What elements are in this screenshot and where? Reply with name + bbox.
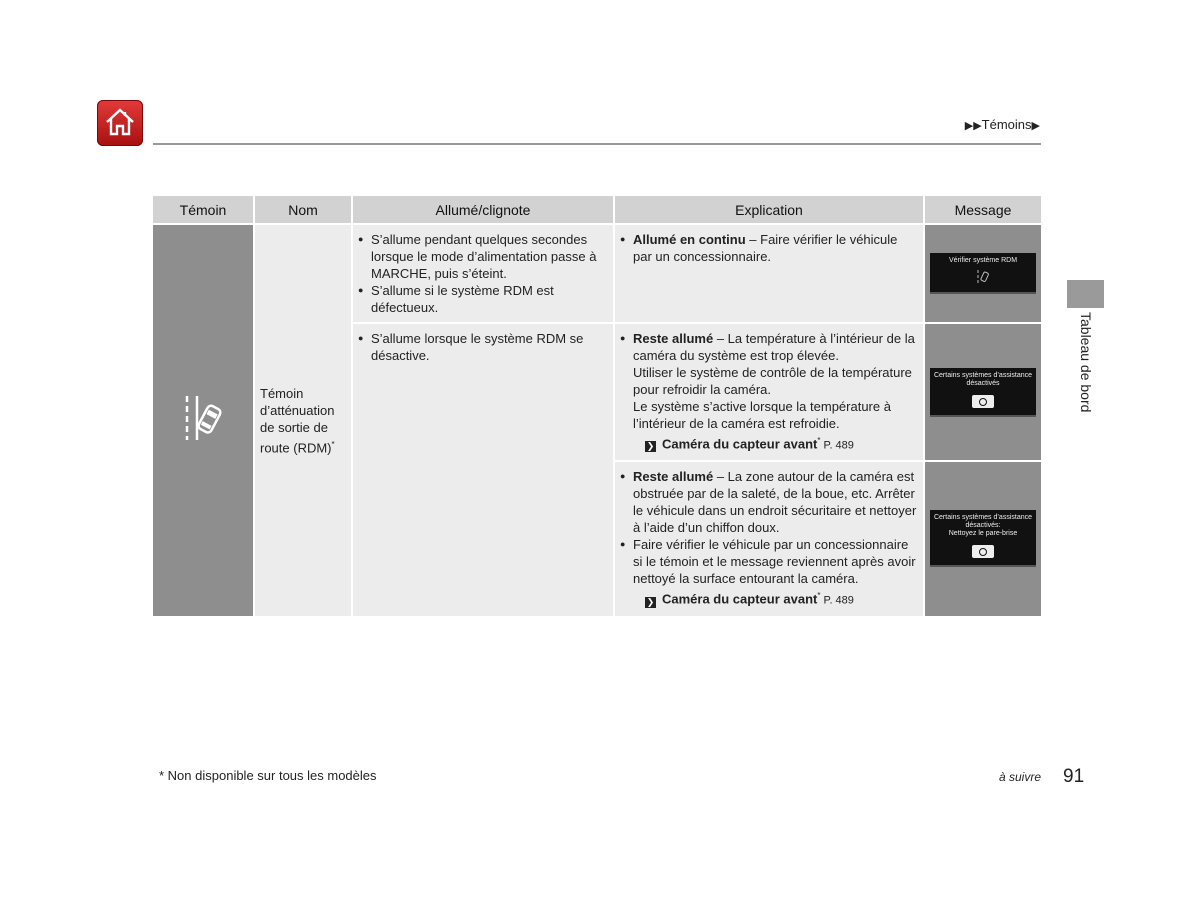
indicator-table: [151, 194, 1043, 618]
section-tab[interactable]: [1067, 280, 1104, 308]
footnote: * Non disponible sur tous les modèles: [159, 768, 377, 783]
home-button[interactable]: [97, 100, 143, 146]
dashboard-message-screen: Vérifier système RDM: [930, 253, 1036, 294]
list-item: ● S’allume lorsque le système RDM se désactive.: [371, 330, 607, 364]
message-cell: [925, 462, 1041, 615]
col-header-temoin: Témoin: [153, 196, 253, 223]
col-header-explication: Explication: [615, 196, 923, 223]
dashboard-message-screen: Certains systèmes d’assistance désactivés: [930, 368, 1036, 417]
explication-cell: [615, 462, 923, 615]
allume-cell: [353, 324, 613, 616]
list-item: ● S’allume si le système RDM est défectueux.: [371, 282, 607, 316]
breadcrumb[interactable]: ▶▶Témoins▶: [964, 117, 1040, 132]
camera-icon: [972, 545, 994, 558]
road-departure-mitigation-icon: [183, 394, 223, 442]
page-reference-link[interactable]: ❯ Caméra du capteur avant* P. 489: [646, 436, 854, 452]
camera-icon: [972, 395, 994, 408]
page-reference-link[interactable]: ❯ Caméra du capteur avant* P. 489: [646, 591, 854, 607]
col-header-message: Message: [925, 196, 1041, 223]
list-item: ● Reste allumé – La zone autour de la caméra est obstruée par de la saleté, de la boue, etc. Arrêter le véhicule dans un endroit sécuritaire et nettoyer à l’aide d’un chiffon doux.: [633, 468, 917, 536]
allume-cell: [353, 225, 613, 322]
list-item: ● Allumé en continu – Faire vérifier le véhicule par un concessionnaire.: [633, 231, 917, 265]
table-row: [153, 225, 1041, 322]
section-tab-label: Tableau de bord: [1078, 312, 1094, 413]
indicator-icon-cell: [153, 225, 253, 616]
explication-cell: [615, 225, 923, 322]
house-icon: [104, 106, 136, 138]
indicator-name-cell: Témoin d’atténuation de sortie de route (RDM)*: [255, 225, 351, 616]
message-cell: [925, 225, 1041, 322]
col-header-allume: Allumé/clignote: [353, 196, 613, 223]
continued-label: à suivre: [999, 770, 1042, 784]
indicator-name: Témoin d’atténuation de sortie de route (RDM): [260, 385, 335, 455]
header-divider: [153, 143, 1041, 145]
col-header-nom: Nom: [255, 196, 351, 223]
breadcrumb-label: Témoins: [981, 117, 1032, 132]
list-item: ● Reste allumé – La température à l’intérieur de la caméra du système est trop élevée. Utiliser le système de contrôle de la température pour refroidir la caméra. Le système s’active lorsque la température à l’intérieur de la caméra est refroidie.: [633, 330, 917, 432]
page-number: 91: [1063, 766, 1085, 787]
road-departure-mitigation-icon: [930, 269, 1036, 292]
list-item: ● S’allume pendant quelques secondes lorsque le mode d’alimentation passe à MARCHE, puis s’éteint.: [371, 231, 607, 282]
dashboard-message-screen: Certains systèmes d’assistance désactivés: Nettoyez le pare-brise: [930, 510, 1036, 567]
explication-cell: [615, 324, 923, 460]
message-cell: [925, 324, 1041, 460]
list-item: ● Faire vérifier le véhicule par un concessionnaire si le témoin et le message reviennent après avoir nettoyé la surface entourant la caméra.: [633, 536, 917, 587]
